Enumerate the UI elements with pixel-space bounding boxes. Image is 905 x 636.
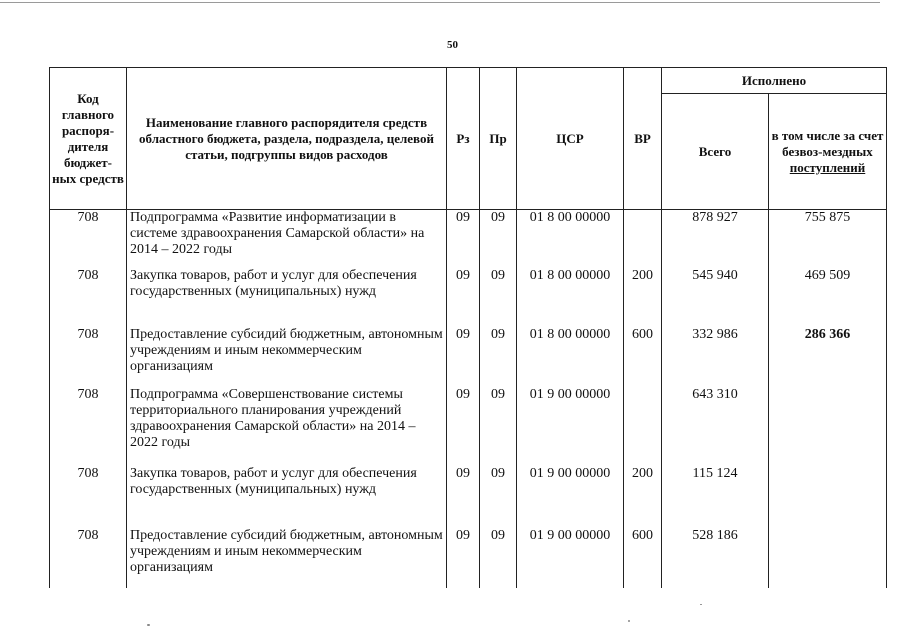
header-name: Наименование главного распорядителя средств областного бюджета, раздела, подраздела, целевой статьи, подгруппы видов расходов (127, 68, 447, 210)
header-vr: ВР (624, 68, 662, 210)
cell-vr: 200 (624, 466, 662, 528)
cell-free: 469 509 (769, 268, 887, 327)
cell-csr: 01 8 00 00000 (517, 210, 624, 268)
page-number: 50 (447, 39, 458, 51)
cell-code: 708 (50, 528, 127, 588)
header-free-line1: в том числе за счет безвоз-мездных (771, 127, 884, 159)
cell-name: Подпрограмма «Развитие информатизации в системе здравоохранения Самарской области» на 2014 – 2022 годы (127, 210, 447, 268)
header-free-line2: поступлений (789, 159, 866, 175)
cell-free (769, 387, 887, 466)
page-top-rule (0, 2, 880, 3)
cell-vr: 600 (624, 528, 662, 588)
cell-csr: 01 9 00 00000 (517, 528, 624, 588)
cell-total: 545 940 (662, 268, 769, 327)
cell-total: 643 310 (662, 387, 769, 466)
cell-pr: 09 (480, 387, 517, 466)
cell-rz: 09 (447, 528, 480, 588)
budget-execution-table (49, 67, 887, 588)
cell-free (769, 528, 887, 588)
cell-pr: 09 (480, 268, 517, 327)
cell-csr: 01 9 00 00000 (517, 466, 624, 528)
cell-name: Предоставление субсидий бюджетным, автономным учреждениям и иным некоммерческим организациям (127, 327, 447, 387)
cell-pr: 09 (480, 210, 517, 268)
cell-name: Предоставление субсидий бюджетным, автономным учреждениям и иным некоммерческим организациям (127, 528, 447, 588)
cell-total: 878 927 (662, 210, 769, 268)
cell-name: Закупка товаров, работ и услуг для обеспечения государственных (муниципальных) нужд (127, 268, 447, 327)
cell-rz: 09 (447, 387, 480, 466)
table-row (50, 268, 887, 327)
cell-name: Закупка товаров, работ и услуг для обеспечения государственных (муниципальных) нужд (127, 466, 447, 528)
cell-vr: 200 (624, 268, 662, 327)
header-free (769, 94, 887, 210)
scan-speck (700, 604, 702, 605)
cell-csr: 01 9 00 00000 (517, 387, 624, 466)
cell-free (769, 466, 887, 528)
table-row (50, 466, 887, 528)
header-pr: Пр (480, 68, 517, 210)
table-row (50, 210, 887, 268)
header-code: Код главного распоря-дителя бюджет-ных средств (50, 68, 127, 210)
cell-code: 708 (50, 387, 127, 466)
cell-free: 755 875 (769, 210, 887, 268)
cell-vr (624, 210, 662, 268)
cell-total: 528 186 (662, 528, 769, 588)
cell-rz: 09 (447, 327, 480, 387)
scan-speck (628, 620, 630, 622)
cell-csr: 01 8 00 00000 (517, 268, 624, 327)
table-row (50, 528, 887, 588)
cell-code: 708 (50, 327, 127, 387)
header-rz: Рз (447, 68, 480, 210)
header-csr: ЦСР (517, 68, 624, 210)
scan-speck (147, 624, 150, 626)
table-row (50, 327, 887, 387)
cell-name: Подпрограмма «Совершенствование системы территориального планирования учреждений здравоохранения Самарской области» на 2014 – 2022 годы (127, 387, 447, 466)
cell-pr: 09 (480, 327, 517, 387)
table-row (50, 387, 887, 466)
cell-rz: 09 (447, 268, 480, 327)
cell-code: 708 (50, 210, 127, 268)
header-total: Всего (662, 94, 769, 210)
header-executed: Исполнено (662, 68, 887, 94)
cell-vr (624, 387, 662, 466)
cell-csr: 01 8 00 00000 (517, 327, 624, 387)
cell-pr: 09 (480, 466, 517, 528)
cell-code: 708 (50, 268, 127, 327)
cell-total: 332 986 (662, 327, 769, 387)
cell-code: 708 (50, 466, 127, 528)
cell-pr: 09 (480, 528, 517, 588)
cell-rz: 09 (447, 210, 480, 268)
cell-vr: 600 (624, 327, 662, 387)
cell-total: 115 124 (662, 466, 769, 528)
cell-rz: 09 (447, 466, 480, 528)
cell-free: 286 366 (769, 327, 887, 387)
